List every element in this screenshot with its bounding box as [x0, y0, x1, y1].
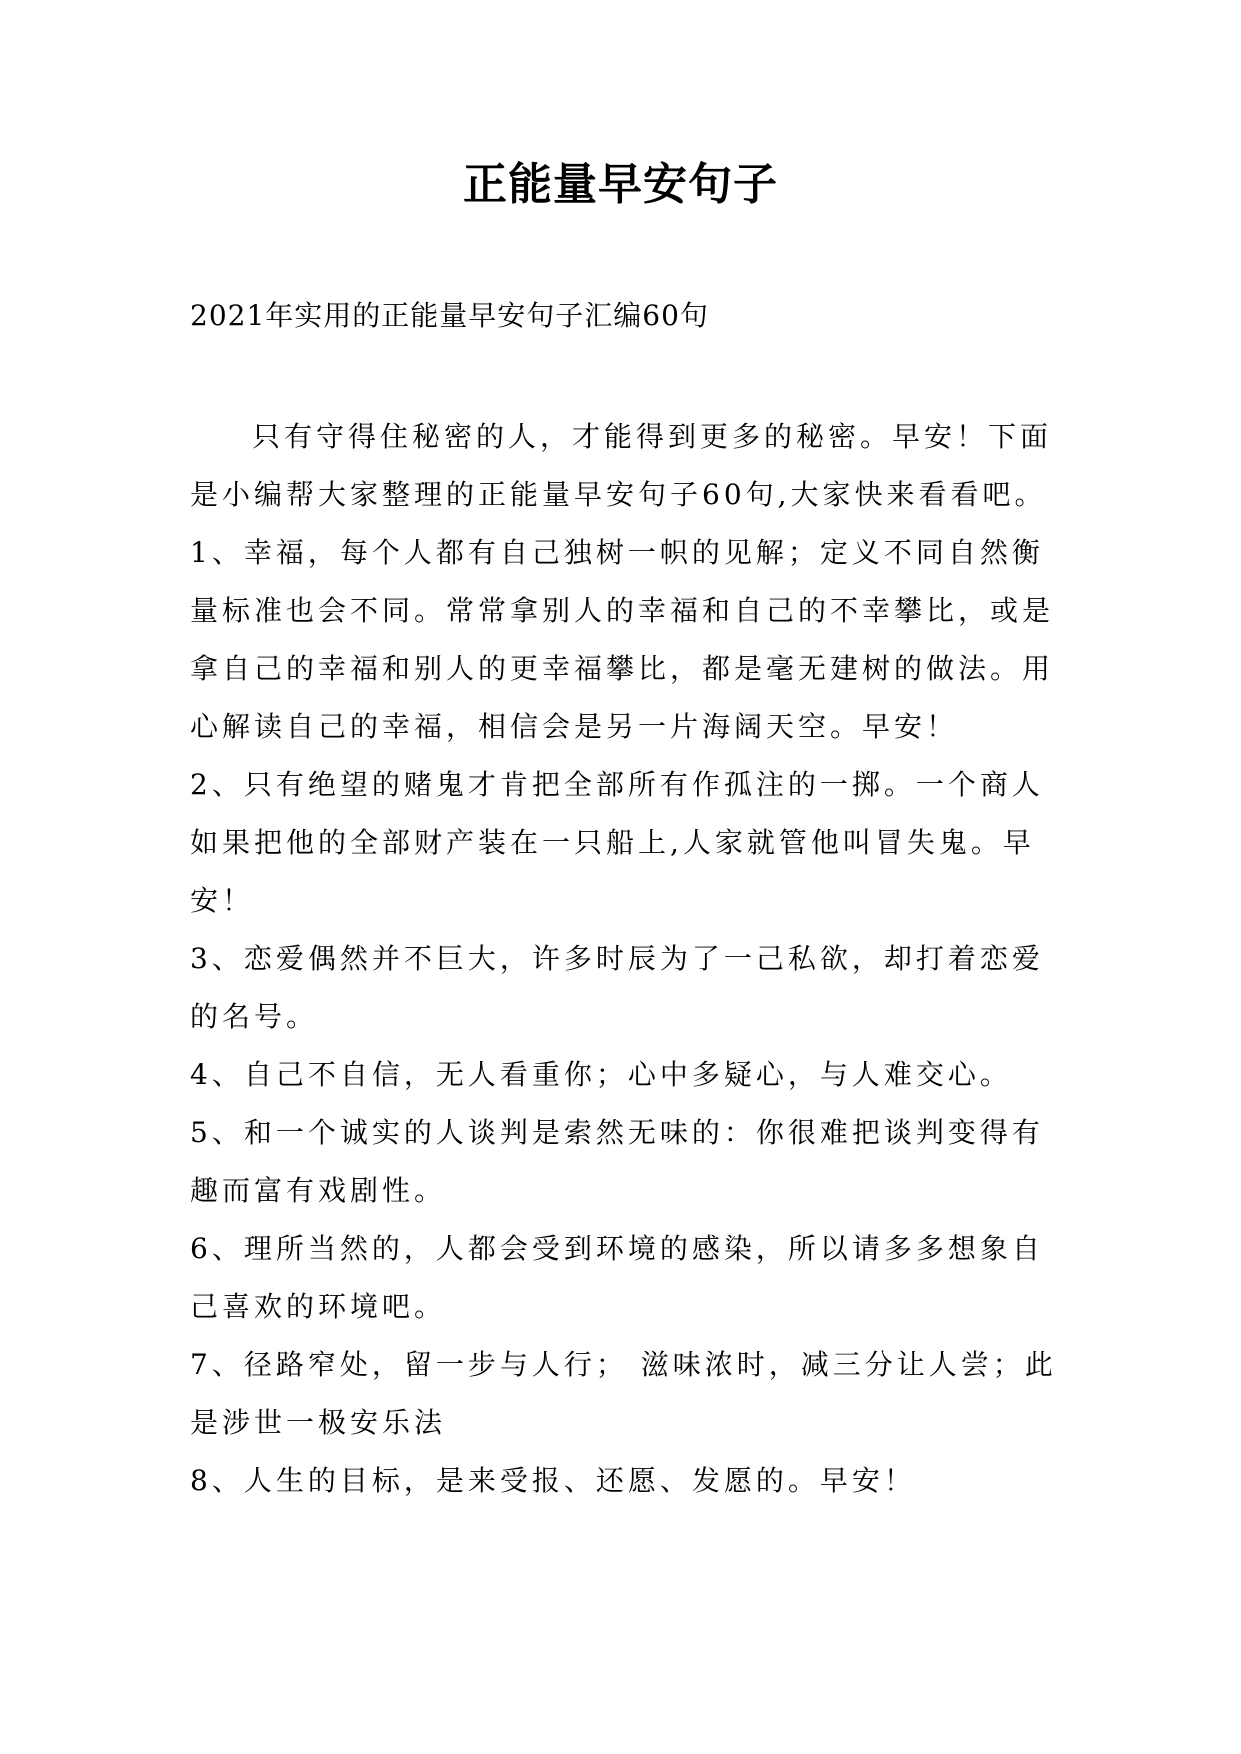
document-body [190, 408, 1070, 1510]
list-item: 6、理所当然的，人都会受到环境的感染，所以请多多想象自己喜欢的环境吧。 [190, 1232, 1044, 1323]
list-item: 8、人生的目标，是来受报、还愿、发愿的。早安！ [190, 1464, 916, 1497]
list-item: 2、只有绝望的赌鬼才肯把全部所有作孤注的一掷。一个商人如果把他的全部财产装在一只船上,人家就管他叫冒失鬼。早安！ [190, 768, 1044, 917]
list-item: 5、和一个诚实的人谈判是索然无味的：你很难把谈判变得有趣而富有戏剧性。 [190, 1116, 1044, 1207]
list-item: 1、幸福，每个人都有自己独树一帜的见解；定义不同自然衡量标准也会不同。常常拿别人的幸福和自己的不幸攀比，或是拿自己的幸福和别人的更幸福攀比，都是毫无建树的做法。用心解读自己的幸福，相信会是另一片海阔天空。早安！ [190, 536, 1055, 743]
document-subtitle: 2021年实用的正能量早安句子汇编60句 [190, 299, 709, 332]
document-title: 正能量早安句子 [463, 159, 778, 210]
list-item: 4、自己不自信，无人看重你；心中多疑心，与人难交心。 [190, 1058, 1012, 1091]
list-item: 7、径路窄处，留一步与人行； 滋味浓时，减三分让人尝；此是涉世一极安乐法 [190, 1348, 1057, 1439]
intro-paragraph: 只有守得住秘密的人，才能得到更多的秘密。早安！下面是小编帮大家整理的正能量早安句子60句,大家快来看看吧。 [190, 420, 1053, 511]
list-item: 3、恋爱偶然并不巨大，许多时辰为了一己私欲，却打着恋爱的名号。 [190, 942, 1044, 1033]
